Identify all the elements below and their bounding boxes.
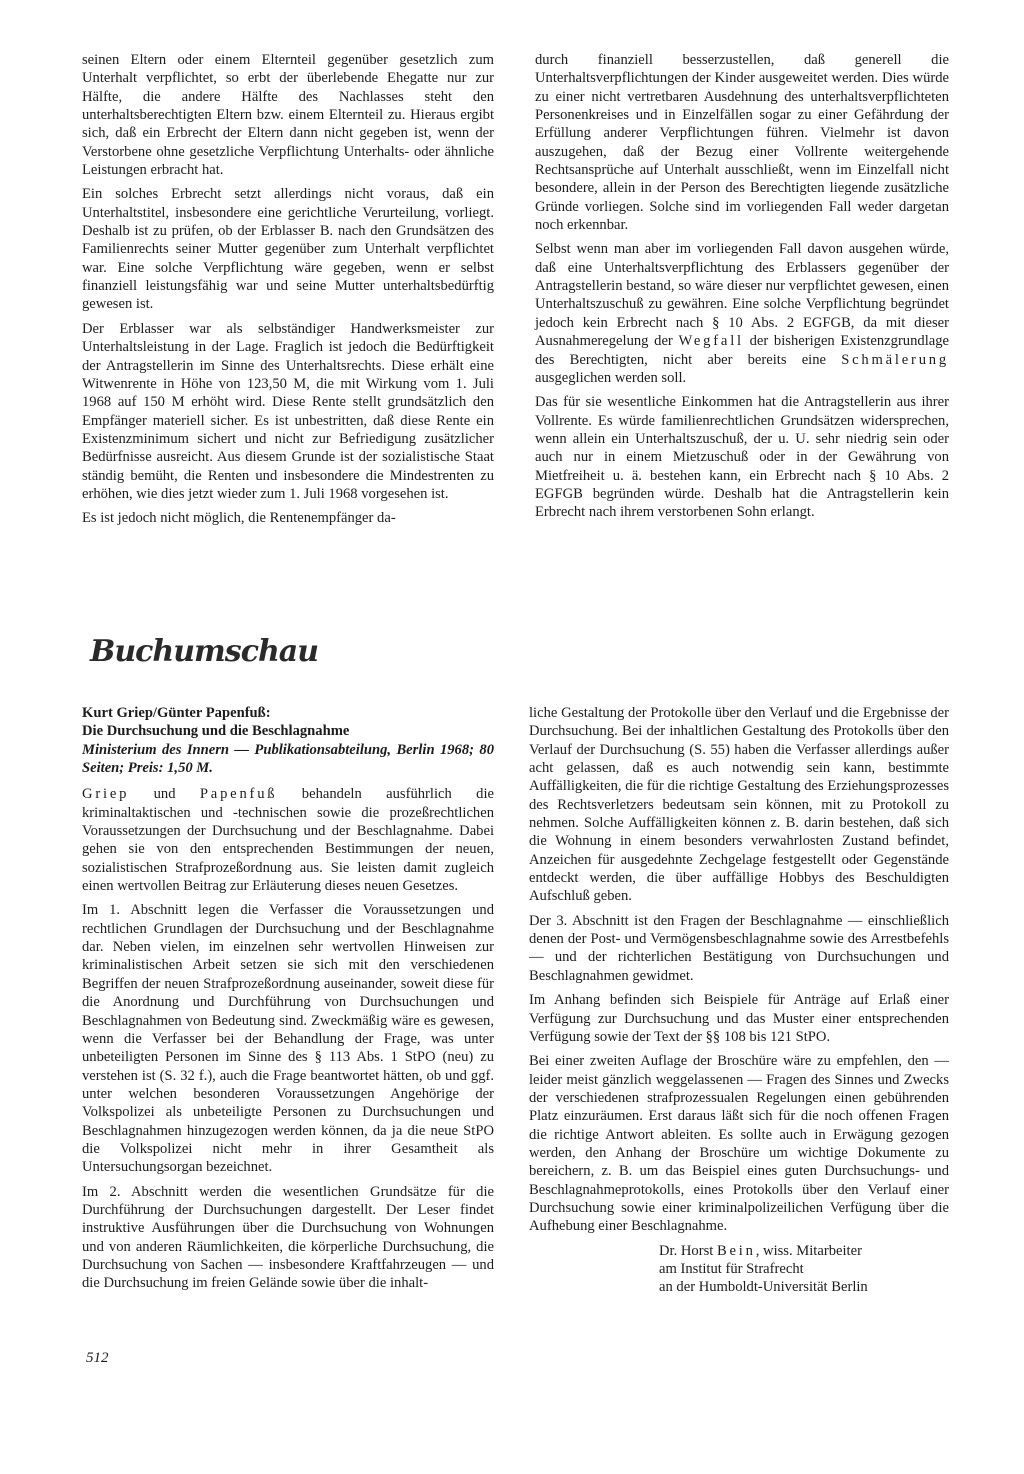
text-run: ausgeglichen werden soll. <box>535 369 687 386</box>
text-run: der bisherigen Existenzgrundlage des Berechtigten, nicht aber bereits eine <box>535 333 950 368</box>
signature-line: am Institut für Strafrecht <box>659 1260 804 1277</box>
reviewer-name: Bein <box>716 1242 756 1259</box>
book-publication-info: Ministerium des Innern — Publikationsabteilung, Berlin 1968; 80 Seiten; Preis: 1,50 M. <box>82 741 494 777</box>
paragraph: seinen Eltern oder einem Elternteil gegenüber gesetzlich zum Unterhalt verpflichtet, so erbt der überlebende Ehegatte nur zur Hälfte, die andere Hälfte des Nachlasses steht den unterhaltsberechtigten Eltern bzw. einem Elternteil zu. Hieraus ergibt sich, daß ein Erbrecht der Eltern dann nicht gegeben ist, wenn der Verstorbene ohne gesetzliche Verpflichtung Unterhalts- oder ähnliche Leistungen erbracht hat. <box>82 52 494 179</box>
paragraph: Ein solches Erbrecht setzt allerdings nicht voraus, daß ein Unterhaltstitel, insbesondere eine gerichtliche Verurteilung, vorliegt. Deshalb ist zu prüfen, ob der Erblasser B. nach den Grundsätzen des Familienrechts seiner Mutter gegenüber zum Unterhalt verpflichtet war. Eine solche Verpflichtung wäre gegeben, wenn er selbst finanziell leistungsfähig war und seine Mutter unterhaltsbedürftig gewesen ist. <box>82 186 494 313</box>
article-column-left <box>82 51 494 534</box>
text-run: und <box>129 786 200 803</box>
author-name: Griep <box>82 786 130 803</box>
paragraph: Bei einer zweiten Auflage der Broschüre wäre zu empfehlen, den — leider meist gänzlich weggelassenen — Fragen des Sinnes und Zwecks der verschiedenen strafprozessualen Regelungen einen gebührenden Platz einzuräumen. Erst daraus läßt sich für die noch offenen Fragen die richtige Antwort ableiten. Es sollte auch in Erwägung gezogen werden, den Anhang der Broschüre um wichtige Dokumente zu bereichern, z. B. um das Beispiel eines guten Durchsuchungs- und Beschlagnahmeprotokolls, eines Protokolls über den Verlauf einer Durchsuchung sowie einer kriminalpolizeilichen Verfügung über die Aufhebung einer Beschlagnahme. <box>529 1053 949 1235</box>
page-number: 512 <box>86 1350 109 1366</box>
paragraph: Im 2. Abschnitt werden die wesentlichen Grundsätze für die Durchführung der Durchsuchungen dargestellt. Der Leser findet instruktive Ausführungen über die Durchsuchung von Wohnungen und von anderen Räumlichkeiten, die körperliche Durchsuchung, die Durchsuchung von Sachen — insbesondere Kraftfahrzeugen — und die Durchsuchung im freien Gelände sowie über die inhalt- <box>82 1183 494 1292</box>
review-column-left <box>82 704 494 1299</box>
text-run: Dr. Horst <box>659 1242 717 1259</box>
paragraph: durch finanziell besserzustellen, daß generell die Unterhaltsverpflichtungen der Kinder ausgeweitet werden. Dies würde zu einer nicht vertretbaren Ausdehnung des unterhaltsverpflichteten Personenkreises und in Einzelfällen sogar zu einer Gefährdung der Erfüllung anderer Verpflichtungen führen. Vielmehr ist davon auszugehen, daß der Bezug einer Vollrente weitergehende Rechtsansprüche auf Unterhalt ausschließt, wenn im Einzelfall nicht besondere, allein in der Person des Berechtigten liegende zusätzliche Gründe vorliegen. Solche sind im vorliegenden Fall weder dargetan noch erkennbar. <box>535 52 949 234</box>
text-run: , wiss. Mitarbeiter <box>755 1242 862 1259</box>
paragraph: Der 3. Abschnitt ist den Fragen der Beschlagnahme — einschließlich denen der Post- und Vermögensbeschlagnahme sowie des Arrestbefehls — und der richterlichen Bestätigung von Durchsuchungen und Beschlagnahmen gewidmet. <box>529 912 949 984</box>
emphasis-text: Schmälerung <box>841 351 949 368</box>
book-authors: Kurt Griep/Günter Papenfuß: <box>82 705 271 721</box>
author-name: Papenfuß <box>199 786 278 803</box>
text-run: Selbst wenn man aber im vorliegenden Fall davon ausgehen würde, daß eine Unterhaltsverpflichtung des Erblassers gegenüber der Antragstellerin bestand, so wäre dieser nur verpflichtet gewesen, einen Unterhaltszuschuß zu gewähren. Eine solche Verpflichtung begründet jedoch kein Erbrecht nach § 10 Abs. 2 EGFGB, da mit dieser Ausnahmeregelung der <box>535 241 949 350</box>
article-column-right <box>535 51 949 528</box>
paragraph: liche Gestaltung der Protokolle über den Verlauf und die Ergebnisse der Durchsuchung. Bei der inhaltlichen Gestaltung des Protokolls über den Verlauf der Durchsuchung (S. 55) haben die Verfasser allerdings außer acht gelassen, daß es auch notwendig sein kann, bestimmte Auffälligkeiten, die für die richtige Gestaltung des Erziehungsprozesses des Rechtsverletzers bedeutsam sein können, mit zu Protokoll zu nehmen. Solche Auffälligkeiten können z. B. darin bestehen, daß sich die Wohnung in einem besonders verwahrlosten Zustand befindet, Anzeichen für ausgedehnte Zechgelage festgestellt oder Gegenstände entdeckt werden, die über auffällige Hobbys des Beschuldigten Aufschluß geben. <box>529 705 949 905</box>
emphasis-text: Wegfall <box>678 333 744 350</box>
reviewer-signature <box>659 1242 949 1297</box>
signature-line <box>659 1242 949 1260</box>
review-column-right <box>529 704 949 1297</box>
paragraph: Es ist jedoch nicht möglich, die Rentenempfänger da- <box>82 510 396 527</box>
section-heading: Buchumschau <box>90 634 319 669</box>
paragraph <box>82 785 494 895</box>
paragraph: Im 1. Abschnitt legen die Verfasser die Voraussetzungen und rechtlichen Grundlagen der Durchsuchung und der Beschlagnahme dar. Neben vielen, im einzelnen sehr wertvollen Hinweisen zur kriminalistischen Arbeit setzen sie sich mit den verschiedenen Begriffen der neuen Strafprozeßordnung auseinander, soweit diese für die Anordnung und Durchführung von Durchsuchungen und Beschlagnahmen von Bedeutung sind. Zweckmäßig wäre es gewesen, wenn die Verfasser bei der Behandlung der Frage, was unter unbeteiligten Personen im Sinne des § 113 Abs. 1 StPO (neu) zu verstehen ist (S. 32 f.), auch die Frage beantwortet hätten, ob und ggf. unter welchen besonderen Voraussetzungen Angehörige der Volkspolizei als unbeteiligte Personen zu Durchsuchungen und Beschlagnahmen hinzugezogen werden können, da ja die neue StPO die Volkspolizei nicht mehr in ihrer Gesamtheit als Untersuchungsorgan bezeichnet. <box>82 902 494 1176</box>
paragraph: Im Anhang befinden sich Beispiele für Anträge auf Erlaß einer Verfügung zur Durchsuchung und das Muster einer entsprechenden Verfügung sowie der Text der §§ 108 bis 121 StPO. <box>529 992 949 1045</box>
signature-line: an der Humboldt-Universität Berlin <box>659 1279 868 1296</box>
paragraph: Das für sie wesentliche Einkommen hat die Antragstellerin aus ihrer Vollrente. Es würde familienrechtlichen Grundsätzen widersprechen, wenn allein ein Unterhaltszuschuß, der u. U. sehr niedrig sein oder auch nur in einem Mietzuschuß oder in der Gewährung von Mietfreiheit u. ä. bestehen kann, ein Erbrecht nach § 10 Abs. 2 EGFGB begründen würde. Deshalb hat die Antragstellerin kein Erbrecht nach ihrem verstorbenen Sohn erlangt. <box>535 394 949 521</box>
paragraph: Der Erblasser war als selbständiger Handwerksmeister zur Unterhaltsleistung in der Lage. Fraglich ist jedoch die Bedürftigkeit der Antragstellerin im Sinne des Unterhaltsrechts. Diese erhält eine Witwenrente in Höhe von 123,50 M, die mit Wirkung vom 1. Juli 1968 auf 150 M erhöht wird. Diese Rente stellt grundsätzlich den Empfänger materiell sicher. Es ist unbestritten, daß diese Rente ein Existenzminimum sichert und nicht zur Befriedigung zusätzlicher Bedürfnisse ausreicht. Aus diesem Grunde ist der sozialistische Staat ständig bemüht, die Renten und insbesondere die Mindestrenten zu erhöhen, wie dies jetzt wieder zum 1. Juli 1968 vorgesehen ist. <box>82 320 494 502</box>
paragraph <box>535 240 949 387</box>
text-run: behandeln ausführlich die kriminaltaktischen und -technischen sowie die prozeßrechtlichen Voraussetzungen der Durchsuchung und der Beschlagnahme. Dabei gehen sie von den entsprechenden Bestimmungen der neuen, sozialistischen Strafprozeßordnung aus. Sie leisten damit zugleich einen wertvollen Beitrag zur Erläuterung dieses neuen Gesetzes. <box>82 786 495 895</box>
book-title: Die Durchsuchung und die Beschlagnahme <box>82 723 350 740</box>
